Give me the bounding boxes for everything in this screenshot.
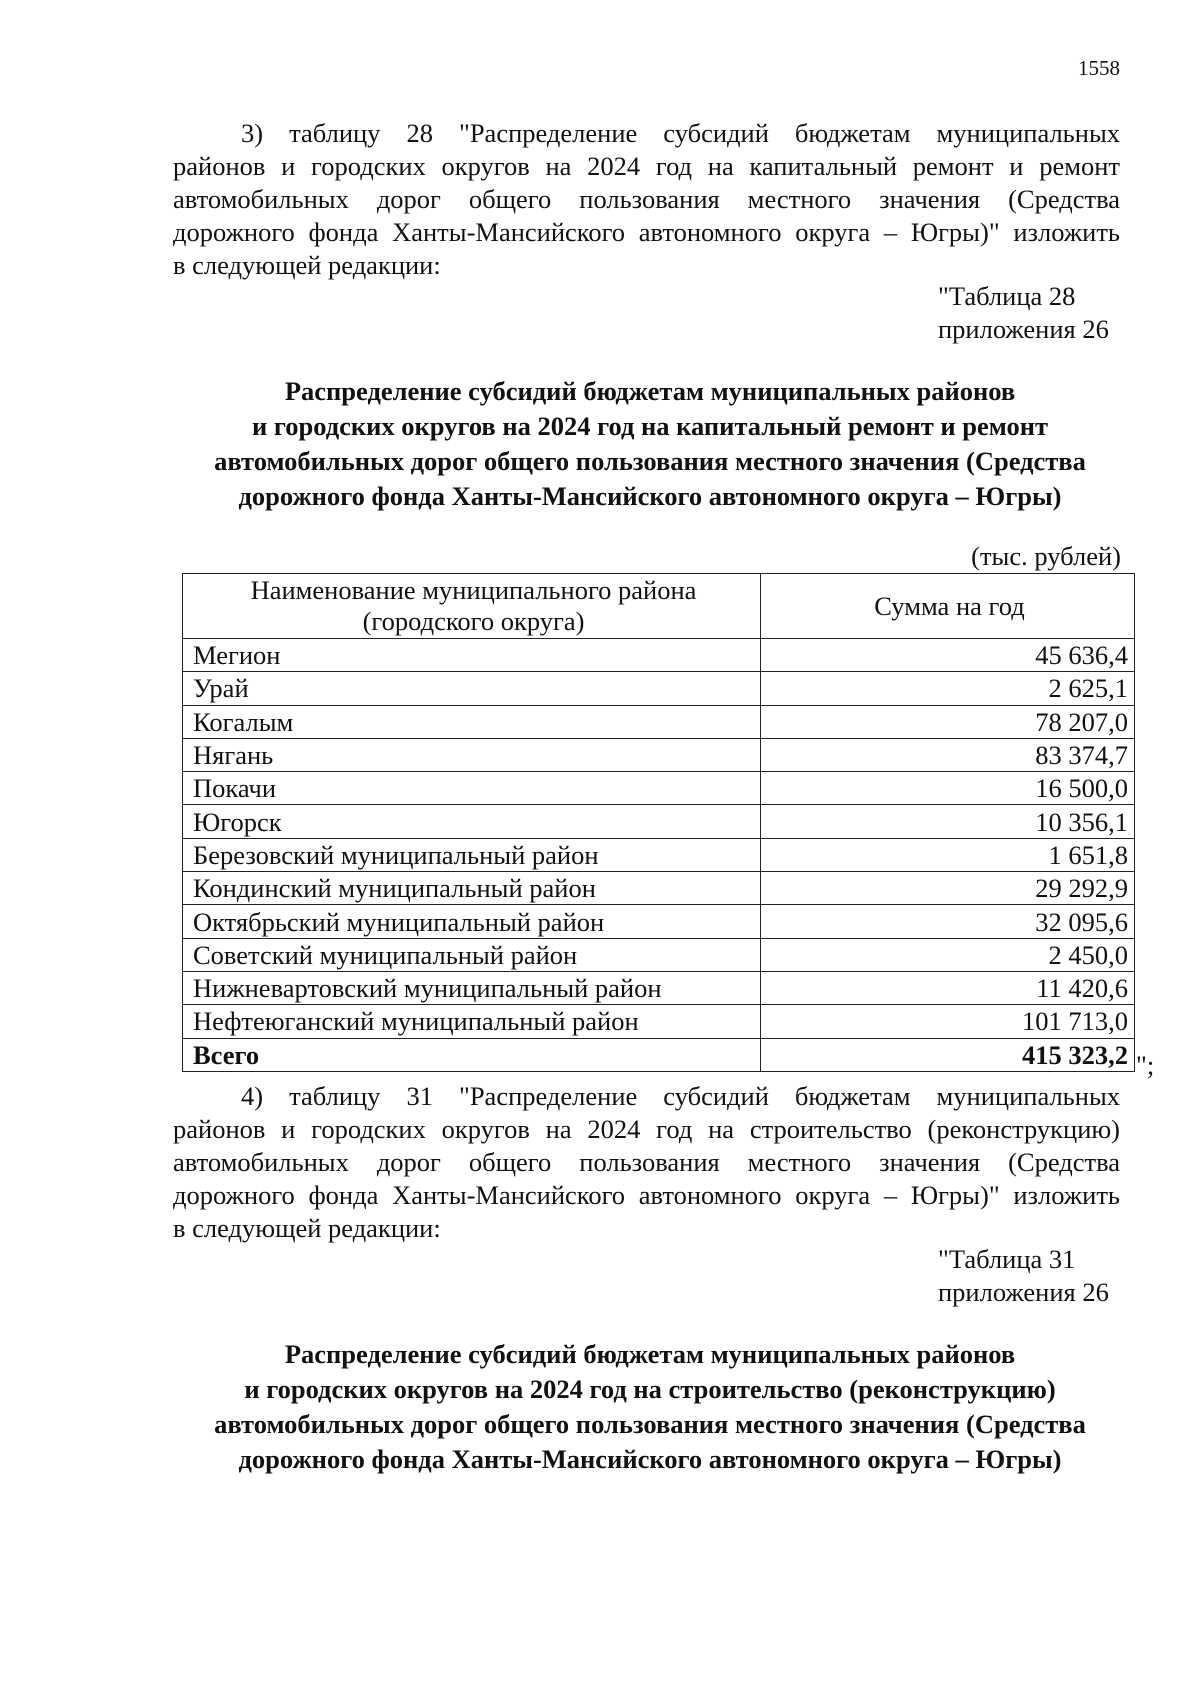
row-amount: 2 625,1 xyxy=(761,672,1135,705)
row-amount: 32 095,6 xyxy=(761,905,1135,938)
row-name: Октябрьский муниципальный район xyxy=(183,905,761,938)
row-name: Покачи xyxy=(183,772,761,805)
units-label: (тыс. рублей) xyxy=(971,541,1121,571)
table-row xyxy=(183,639,1135,672)
heading-line: автомобильных дорог общего пользования местного значения (Средства xyxy=(214,446,1086,476)
row-name: Березовский муниципальный район xyxy=(183,838,761,871)
heading-line: дорожного фонда Ханты-Мансийского автономного округа – Югры) xyxy=(238,481,1062,511)
heading-line: и городских округов на 2024 год на строительство (реконструкцию) xyxy=(244,1374,1056,1404)
table-ref-label: "Таблица 28 xyxy=(938,281,1076,311)
table-row xyxy=(183,805,1135,838)
table-row xyxy=(183,971,1135,1004)
paragraph-line: 4) таблицу 31 "Распределение субсидий бюджетам муниципальных xyxy=(241,1081,1120,1111)
row-name: Когалым xyxy=(183,705,761,738)
header-amount: Сумма на год xyxy=(761,574,1135,639)
table-row xyxy=(183,838,1135,871)
row-amount: 101 713,0 xyxy=(761,1005,1135,1038)
table-row xyxy=(183,738,1135,771)
paragraph-line: дорожного фонда Ханты-Мансийского автономного округа – Югры)" изложить xyxy=(173,217,1120,247)
row-amount: 10 356,1 xyxy=(761,805,1135,838)
heading-line: автомобильных дорог общего пользования местного значения (Средства xyxy=(214,1409,1086,1439)
row-amount: 2 450,0 xyxy=(761,938,1135,971)
table-title-28 xyxy=(150,374,1150,514)
paragraph-line: автомобильных дорог общего пользования местного значения (Средства xyxy=(173,1147,1120,1177)
heading-line: и городских округов на 2024 год на капитальный ремонт и ремонт xyxy=(251,411,1049,441)
row-amount: 78 207,0 xyxy=(761,705,1135,738)
closing-quote-mark: "; xyxy=(1136,1050,1155,1080)
paragraph-line: автомобильных дорог общего пользования местного значения (Средства xyxy=(173,184,1120,214)
paragraph-line: в следующей редакции: xyxy=(173,1213,441,1243)
table-row xyxy=(183,672,1135,705)
row-name: Нефтеюганский муниципальный район xyxy=(183,1005,761,1038)
total-label: Всего xyxy=(183,1038,761,1071)
header-name-line2: (городского округа) xyxy=(362,606,585,636)
table-row xyxy=(183,1005,1135,1038)
row-amount: 83 374,7 xyxy=(761,738,1135,771)
paragraph-item-4 xyxy=(173,1080,1120,1245)
paragraph-line: дорожного фонда Ханты-Мансийского автономного округа – Югры)" изложить xyxy=(173,1180,1120,1210)
table-header-row xyxy=(183,574,1135,639)
paragraph-line: районов и городских округов на 2024 год на строительство (реконструкцию) xyxy=(173,1114,1120,1144)
table-row xyxy=(183,772,1135,805)
table-title-31 xyxy=(150,1337,1150,1477)
row-name: Советский муниципальный район xyxy=(183,938,761,971)
table-total-row xyxy=(183,1038,1135,1071)
row-amount: 29 292,9 xyxy=(761,872,1135,905)
table-row xyxy=(183,705,1135,738)
table-reference-31 xyxy=(938,1243,1128,1309)
table-ref-label: "Таблица 31 xyxy=(938,1244,1076,1274)
row-name: Мегион xyxy=(183,639,761,672)
table-reference-28 xyxy=(938,280,1128,346)
subsidies-table xyxy=(182,573,1135,1072)
header-name xyxy=(183,574,761,639)
row-name: Нижневартовский муниципальный район xyxy=(183,971,761,1004)
paragraph-item-3 xyxy=(173,117,1120,282)
table-ref-appendix: приложения 26 xyxy=(938,1277,1109,1307)
row-name: Нягань xyxy=(183,738,761,771)
row-name: Югорск xyxy=(183,805,761,838)
header-name-line1: Наименование муниципального района xyxy=(250,575,697,605)
row-amount: 1 651,8 xyxy=(761,838,1135,871)
row-amount: 45 636,4 xyxy=(761,639,1135,672)
paragraph-line: районов и городских округов на 2024 год на капитальный ремонт и ремонт xyxy=(173,151,1120,181)
page-number: 1558 xyxy=(1078,56,1120,80)
row-amount: 16 500,0 xyxy=(761,772,1135,805)
row-name: Кондинский муниципальный район xyxy=(183,872,761,905)
heading-line: Распределение субсидий бюджетам муниципальных районов xyxy=(284,1339,1016,1369)
table-ref-appendix: приложения 26 xyxy=(938,314,1109,344)
table-row xyxy=(183,938,1135,971)
paragraph-line: в следующей редакции: xyxy=(173,250,441,280)
table-row xyxy=(183,905,1135,938)
row-name: Урай xyxy=(183,672,761,705)
heading-line: дорожного фонда Ханты-Мансийского автономного округа – Югры) xyxy=(238,1444,1062,1474)
row-amount: 11 420,6 xyxy=(761,971,1135,1004)
table-row xyxy=(183,872,1135,905)
total-amount: 415 323,2 xyxy=(761,1038,1135,1071)
heading-line: Распределение субсидий бюджетам муниципальных районов xyxy=(284,376,1016,406)
paragraph-line: 3) таблицу 28 "Распределение субсидий бюджетам муниципальных xyxy=(241,118,1120,148)
